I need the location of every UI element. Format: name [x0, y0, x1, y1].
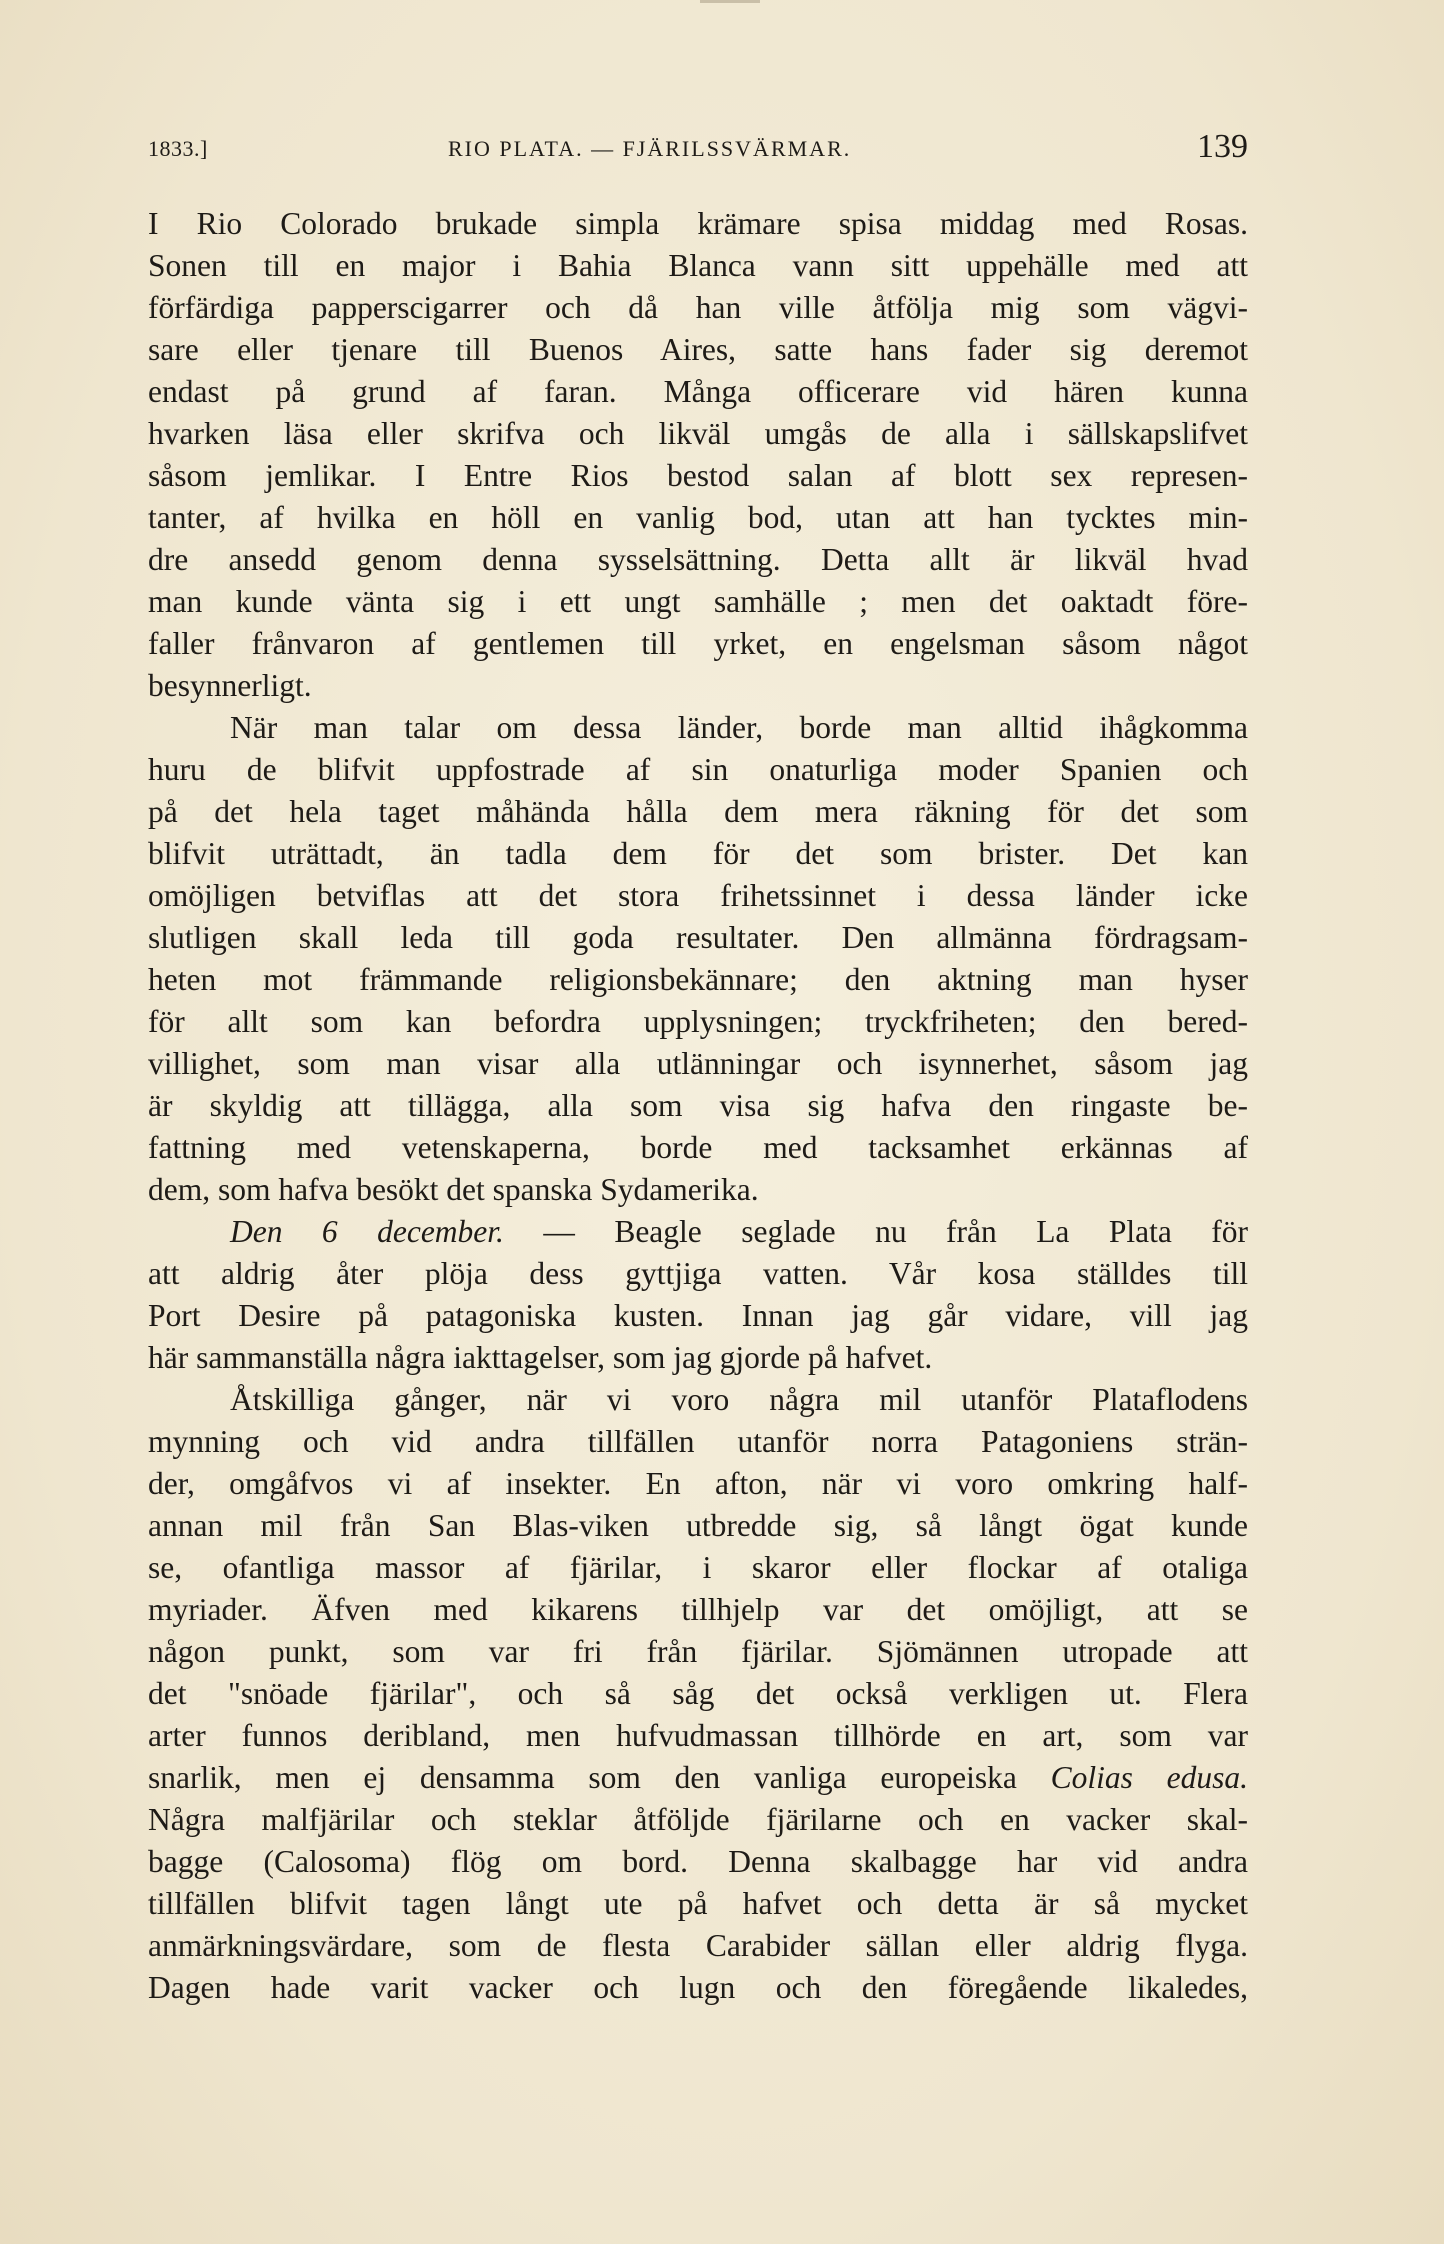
- line-text: arter funnos deribland, men hufvudmassan tillhörde en art, som var: [148, 1718, 1248, 1753]
- line-text: heten mot främmande religionsbekännare; den aktning man hyser: [148, 962, 1248, 997]
- text-line: [148, 539, 1248, 581]
- text-line: [148, 875, 1248, 917]
- text-line: [148, 1211, 1248, 1253]
- line-text: är skyldig att tillägga, alla som visa sig hafva den ringaste be-: [148, 1088, 1248, 1123]
- line-text: snarlik, men ej densamma som den vanliga europeiska: [148, 1760, 1051, 1795]
- line-text: der, omgåfvos vi af insekter. En afton, när vi voro omkring half-: [148, 1466, 1248, 1501]
- line-text: blifvit uträttadt, än tadla dem för det som brister. Det kan: [148, 836, 1248, 871]
- line-text: villighet, som man visar alla utlänningar och isynnerhet, såsom jag: [148, 1046, 1248, 1081]
- line-text: faller frånvaron af gentlemen till yrket, en engelsman såsom något: [148, 626, 1248, 661]
- text-line: [148, 455, 1248, 497]
- line-text: såsom jemlikar. I Entre Rios bestod salan af blott sex represen-: [148, 458, 1248, 493]
- line-text: dem, som hafva besökt det spanska Sydamerika.: [148, 1172, 759, 1207]
- text-line: [148, 1295, 1248, 1337]
- line-text: annan mil från San Blas-viken utbredde sig, så långt ögat kunde: [148, 1508, 1248, 1543]
- line-text: dre ansedd genom denna sysselsättning. Detta allt är likväl hvad: [148, 542, 1248, 577]
- text-line: [148, 1043, 1248, 1085]
- line-text: man kunde vänta sig i ett ungt samhälle ; men det oaktadt före-: [148, 584, 1248, 619]
- running-title: RIO PLATA. — FJÄRILSSVÄRMAR.: [448, 136, 852, 161]
- text-line: [148, 1421, 1248, 1463]
- text-line: [148, 245, 1248, 287]
- text-line: [148, 1169, 1248, 1211]
- text-line: [148, 959, 1248, 1001]
- text-line: [148, 1631, 1248, 1673]
- text-line: [148, 203, 1248, 245]
- line-text: När man talar om dessa länder, borde man alltid ihågkomma: [230, 710, 1248, 745]
- line-text: hvarken läsa eller skrifva och likväl umgås de alla i sällskapslifvet: [148, 416, 1248, 451]
- text-line: [148, 497, 1248, 539]
- text-line: [148, 1841, 1248, 1883]
- page-number: 139: [1197, 128, 1248, 165]
- line-text: förfärdiga papperscigarrer och då han ville åtfölja mig som vägvi-: [148, 290, 1248, 325]
- text-line: [148, 413, 1248, 455]
- line-text: I Rio Colorado brukade simpla krämare spisa middag med Rosas.: [148, 206, 1248, 241]
- text-line: [148, 791, 1248, 833]
- text-line: [148, 1085, 1248, 1127]
- line-text: Port Desire på patagoniska kusten. Innan jag går vidare, vill jag: [148, 1298, 1248, 1333]
- text-line: [148, 1547, 1248, 1589]
- body-text: [148, 203, 1248, 2009]
- line-text: Dagen hade varit vacker och lugn och den föregående likaledes,: [148, 1970, 1248, 2005]
- text-line: [148, 1715, 1248, 1757]
- top-edge-mark: [700, 0, 760, 3]
- line-text: myriader. Äfven med kikarens tillhjelp var det omöjligt, att se: [148, 1592, 1248, 1627]
- line-text: att aldrig åter plöja dess gyttjiga vatten. Vår kosa ställdes till: [148, 1256, 1248, 1291]
- line-text: bagge (Calosoma) flög om bord. Denna skalbagge har vid andra: [148, 1844, 1248, 1879]
- text-line: [148, 1589, 1248, 1631]
- line-text: på det hela taget måhända hålla dem mera räkning för det som: [148, 794, 1248, 829]
- line-text: Åtskilliga gånger, när vi voro några mil utanför Plataflodens: [230, 1382, 1248, 1417]
- text-line: [148, 623, 1248, 665]
- text-line: [148, 1757, 1248, 1799]
- text-line: [148, 1001, 1248, 1043]
- line-text: någon punkt, som var fri från fjärilar. Sjömännen utropade att: [148, 1634, 1248, 1669]
- text-line: [148, 917, 1248, 959]
- line-text: se, ofantliga massor af fjärilar, i skaror eller flockar af otaliga: [148, 1550, 1248, 1585]
- line-text: för allt som kan befordra upplysningen; tryckfriheten; den bered-: [148, 1004, 1248, 1039]
- text-line: [148, 1505, 1248, 1547]
- text-line: [148, 581, 1248, 623]
- line-text: Sonen till en major i Bahia Blanca vann sitt uppehälle med att: [148, 248, 1248, 283]
- text-line: [148, 1463, 1248, 1505]
- text-line: [148, 1673, 1248, 1715]
- line-text: — Beagle seglade nu från La Plata för: [503, 1214, 1249, 1249]
- text-line: [148, 287, 1248, 329]
- line-text: besynnerligt.: [148, 668, 312, 703]
- line-text: fattning med vetenskaperna, borde med tacksamhet erkännas af: [148, 1130, 1248, 1165]
- text-line: [148, 1253, 1248, 1295]
- line-text: tillfällen blifvit tagen långt ute på hafvet och detta är så mycket: [148, 1886, 1248, 1921]
- text-line: [148, 665, 1248, 707]
- text-line: [148, 1337, 1248, 1379]
- line-text: endast på grund af faran. Många officerare vid hären kunna: [148, 374, 1248, 409]
- text-line: [148, 1379, 1248, 1421]
- line-text: anmärkningsvärdare, som de flesta Carabider sällan eller aldrig flyga.: [148, 1928, 1248, 1963]
- text-line: [148, 371, 1248, 413]
- text-line: [148, 1883, 1248, 1925]
- line-text: huru de blifvit uppfostrade af sin onaturliga moder Spanien och: [148, 752, 1248, 787]
- text-line: [148, 329, 1248, 371]
- line-text: mynning och vid andra tillfällen utanför norra Patagoniens strän-: [148, 1424, 1248, 1459]
- text-line: [148, 707, 1248, 749]
- text-line: [148, 1967, 1248, 2009]
- italic-text: Colias edusa.: [1050, 1760, 1248, 1795]
- page-header: [148, 128, 1248, 178]
- line-text: slutligen skall leda till goda resultater. Den allmänna fördragsam-: [148, 920, 1248, 955]
- line-text: det "snöade fjärilar", och så såg det också verkligen ut. Flera: [148, 1676, 1248, 1711]
- text-line: [148, 749, 1248, 791]
- line-text: tanter, af hvilka en höll en vanlig bod, utan att han tycktes min-: [148, 500, 1248, 535]
- italic-text: Den 6 december.: [230, 1214, 504, 1249]
- line-text: här sammanställa några iakttagelser, som jag gjorde på hafvet.: [148, 1340, 933, 1375]
- text-line: [148, 1925, 1248, 1967]
- text-line: [148, 1127, 1248, 1169]
- line-text: omöjligen betviflas att det stora frihetssinnet i dessa länder icke: [148, 878, 1248, 913]
- line-text: sare eller tjenare till Buenos Aires, satte hans fader sig deremot: [148, 332, 1248, 367]
- line-text: Några malfjärilar och steklar åtföljde fjärilarne och en vacker skal-: [148, 1802, 1248, 1837]
- header-year: 1833.]: [148, 136, 208, 161]
- text-line: [148, 1799, 1248, 1841]
- text-line: [148, 833, 1248, 875]
